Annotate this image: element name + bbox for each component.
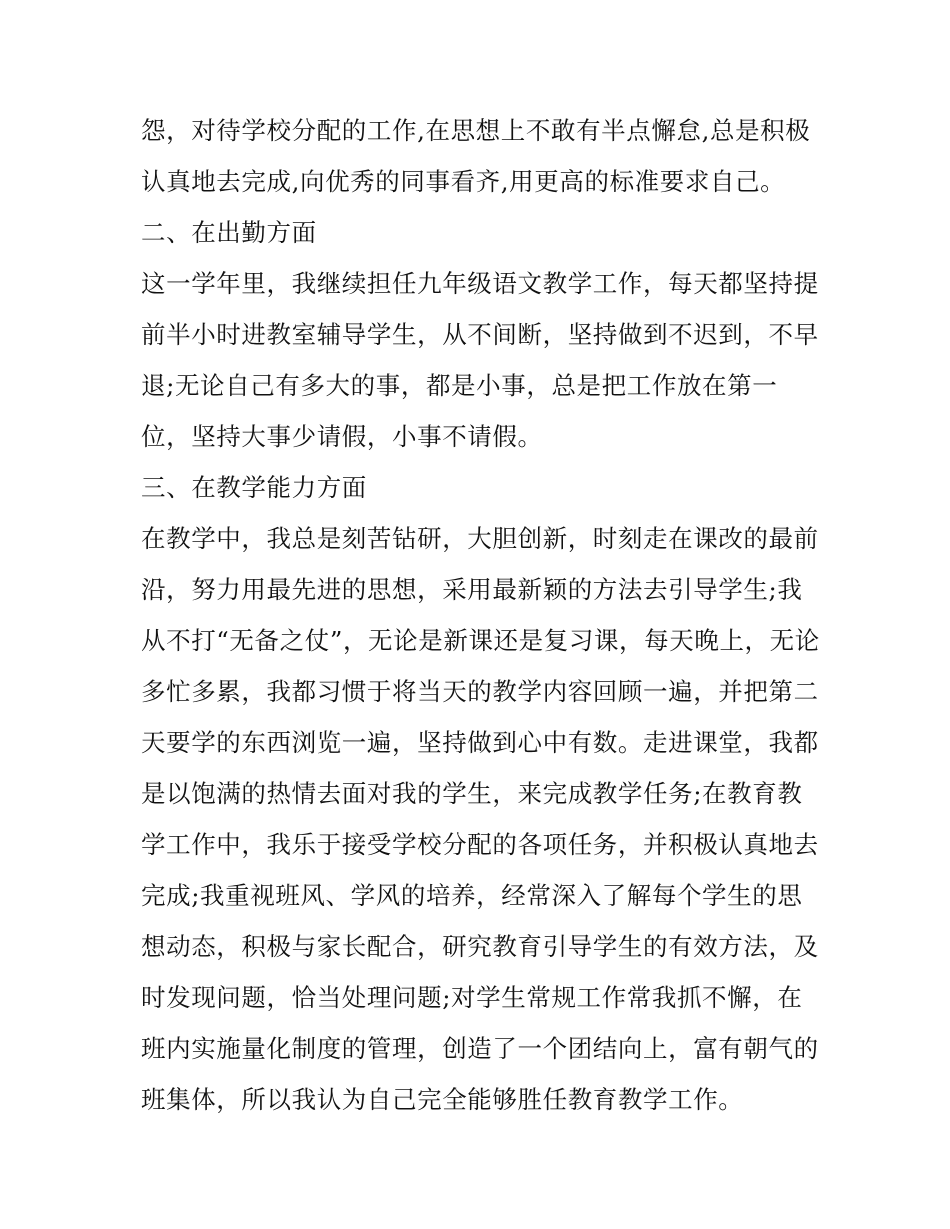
- body-line: 学工作中，我乐于接受学校分配的各项任务，并积极认真地去: [141, 830, 819, 859]
- section-heading-teaching-ability: 三、在教学能力方面: [141, 473, 367, 502]
- body-line: 天要学的东西浏览一遍，坚持做到心中有数。走进课堂，我都: [141, 728, 819, 757]
- body-line: 是以饱满的热情去面对我的学生，来完成教学任务;在教育教: [141, 779, 803, 808]
- body-line: 时发现问题，恰当处理问题;对学生常规工作常我抓不懈，在: [141, 983, 803, 1012]
- section-heading-attendance: 二、在出勤方面: [141, 218, 317, 247]
- body-line: 这一学年里，我继续担任九年级语文教学工作，每天都坚持提: [141, 269, 819, 298]
- body-line: 位，坚持大事少请假，小事不请假。: [141, 422, 543, 451]
- body-line: 认真地去完成,向优秀的同事看齐,用更高的标准要求自己。: [141, 167, 786, 196]
- document-body: [141, 105, 821, 1125]
- body-line: 想动态，积极与家长配合，研究教育引导学生的有效方法，及: [141, 932, 819, 961]
- body-line: 从不打“无备之仗”，无论是新课还是复习课，每天晚上，无论: [141, 626, 820, 655]
- body-line: 前半小时进教室辅导学生，从不间断，坚持做到不迟到，不早: [141, 320, 819, 349]
- body-line: 在教学中，我总是刻苦钻研，大胆创新，时刻走在课改的最前: [141, 524, 819, 553]
- body-line: 完成;我重视班风、学风的培养，经常深入了解每个学生的思: [141, 881, 803, 910]
- body-line: 怨，对待学校分配的工作,在思想上不敢有半点懈怠,总是积极: [141, 116, 811, 145]
- body-line: 沿，努力用最先进的思想，采用最新颖的方法去引导学生;我: [141, 575, 803, 604]
- body-line: 退;无论自己有多大的事，都是小事，总是把工作放在第一: [141, 371, 778, 400]
- body-line: 班内实施量化制度的管理，创造了一个团结向上，富有朝气的: [141, 1034, 819, 1063]
- body-line: 多忙多累，我都习惯于将当天的教学内容回顾一遍，并把第二: [141, 677, 819, 706]
- body-line: 班集体，所以我认为自己完全能够胜任教育教学工作。: [141, 1085, 744, 1114]
